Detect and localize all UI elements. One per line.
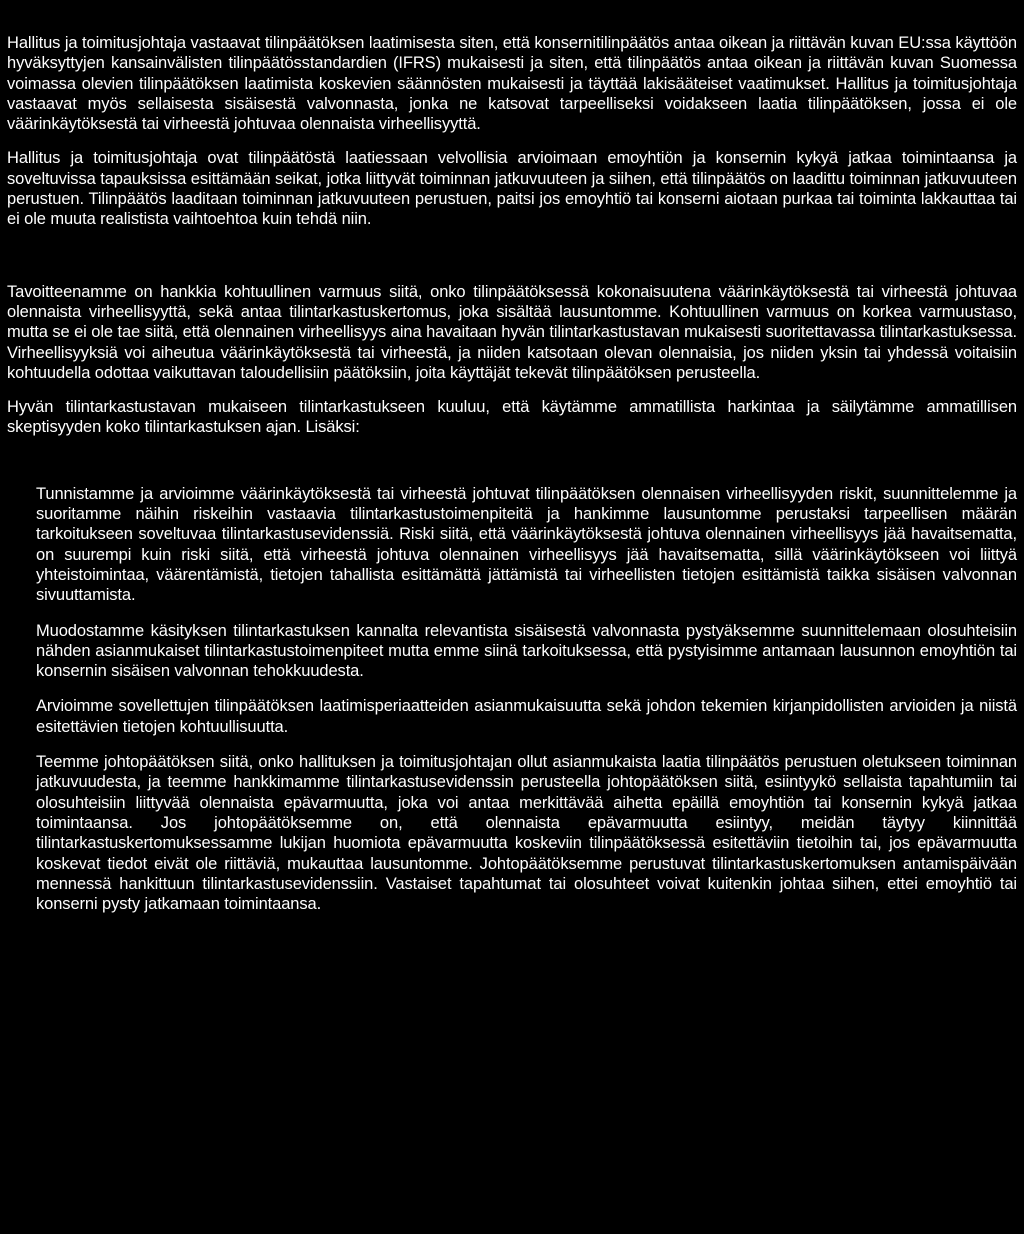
paragraph-professional-judgement: Hyvän tilintarkastustavan mukaiseen tilintarkastukseen kuuluu, että käytämme ammatillista harkintaa ja säilytämme ammatillisen skeptisyyden koko tilintarkastuksen ajan. Lisäksi: [7, 398, 1017, 437]
document-page [7, 33, 1017, 914]
paragraph-going-concern: Hallitus ja toimitusjohtaja ovat tilinpäätöstä laatiessaan velvollisia arvioimaan emoyhtiön ja konsernin kykyä jatkaa toimintaansa ja soveltuvissa tapauksissa esittämään seikat, jotka liittyvät toiminnan jatkuvuuteen ja siihen, että tilinpäätös on laadittu toiminnan jatkuvuuteen perustuen. Tilinpäätös laaditaan toiminnan jatkuvuuteen perustuen, paitsi jos emoyhtiö tai konserni aiotaan purkaa tai toiminta lakkauttaa tai ei ole muuta realistista vaihtoehtoa kuin tehdä niin. [7, 149, 1017, 229]
list-item-going-concern-conclusion: Teemme johtopäätöksen siitä, onko hallituksen ja toimitusjohtajan ollut asianmukaista laatia tilinpäätös perustuen oletukseen toiminnan jatkuvuudesta, ja teemme hankkimamme tilintarkastusevidenssin perusteella johtopäätöksen siitä, esiintyykö sellaista tapahtumiin tai olosuhteisiin liittyvää olennaista epävarmuutta, joka voi antaa merkittävää aihetta epäillä emoyhtiön tai konsernin kykyä jatkaa toimintaansa. Jos johtopäätöksemme on, että olennaista epävarmuutta esiintyy, meidän täytyy kiinnittää tilintarkastuskertomuksessamme lukijan huomiota epävarmuutta koskeviin tilinpäätöksessä esitettäviin tietoihin tai, jos epävarmuutta koskevat tiedot eivät ole riittäviä, mukauttaa lausuntomme. Johtopäätöksemme perustuvat tilintarkastuskertomuksen antamispäivään mennessä hankittuun tilintarkastusevidenssiin. Vastaiset tapahtumat tai olosuhteet voivat kuitenkin johtaa siihen, ettei emoyhtiö tai konserni pysty jatkamaan toimintaansa. [36, 753, 1017, 914]
paragraph-objectives: Tavoitteenamme on hankkia kohtuullinen varmuus siitä, onko tilinpäätöksessä kokonaisuutena väärinkäytöksestä tai virheestä johtuvaa olennaista virheellisyyttä, sekä antaa tilintarkastuskertomus, joka sisältää lausuntomme. Kohtuullinen varmuus on korkea varmuustaso, mutta se ei ole tae siitä, että olennainen virheellisyys aina havaitaan hyvän tilintarkastustavan mukaisesti suoritettavassa tilintarkastuksessa. Virheellisyyksiä voi aiheutua väärinkäytöksestä tai virheestä, ja niiden katsotaan olevan olennaisia, jos niiden yksin tai yhdessä voitaisiin kohtuudella odottaa vaikuttavan taloudellisiin päätöksiin, joita käyttäjät tekevät tilinpäätöksen perusteella. [7, 282, 1017, 382]
paragraph-responsibilities: Hallitus ja toimitusjohtaja vastaavat tilinpäätöksen laatimisesta siten, että konsernitilinpäätös antaa oikean ja riittävän kuvan EU:ssa käyttöön hyväksyttyjen kansainvälisten tilinpäätösstandardien (IFRS) mukaisesti ja siten, että tilinpäätös antaa oikean ja riittävän kuvan Suomessa voimassa olevien tilinpäätöksen laatimista koskevien säännösten mukaisesti ja täyttää lakisääteiset vaatimukset. Hallitus ja toimitusjohtaja vastaavat myös sellaisesta sisäisestä valvonnasta, jonka ne katsovat tarpeelliseksi voidakseen laatia tilinpäätöksen, jossa ei ole väärinkäytöksestä tai virheestä johtuvaa olennaista virheellisyyttä. [7, 34, 1017, 134]
list-item-risk-assessment: Tunnistamme ja arvioimme väärinkäytöksestä tai virheestä johtuvat tilinpäätöksen olennaisen virheellisyyden riskit, suunnittelemme ja suoritamme näihin riskeihin vastaavia tilintarkastustoimenpiteitä ja hankimme lausuntomme perustaksi tarpeellisen määrän tarkoitukseen soveltuvaa tilintarkastusevidenssiä. Riski siitä, että väärinkäytöksestä johtuva olennainen virheellisyys jää havaitsematta, on suurempi kuin riski siitä, että virheestä johtuva olennainen virheellisyys jää havaitsematta, sillä väärinkäytökseen voi liittyä yhteistoimintaa, väärentämistä, tietojen tahallista esittämättä jättämistä tai virheellisten tietojen esittämistä taikka sisäisen valvonnan sivuuttamista. [36, 484, 1017, 605]
list-item-internal-control: Muodostamme käsityksen tilintarkastuksen kannalta relevantista sisäisestä valvonnasta pystyäksemme suunnittelemaan olosuhteisiin nähden asianmukaiset tilintarkastustoimenpiteet mutta emme siinä tarkoituksessa, että pystyisimme antamaan lausunnon emoyhtiön tai konsernin sisäisen valvonnan tehokkuudesta. [36, 621, 1017, 681]
list-item-accounting-policies: Arvioimme sovellettujen tilinpäätöksen laatimisperiaatteiden asianmukaisuutta sekä johdon tekemien kirjanpidollisten arvioiden ja niistä esitettävien tietojen kohtuullisuutta. [36, 697, 1017, 736]
